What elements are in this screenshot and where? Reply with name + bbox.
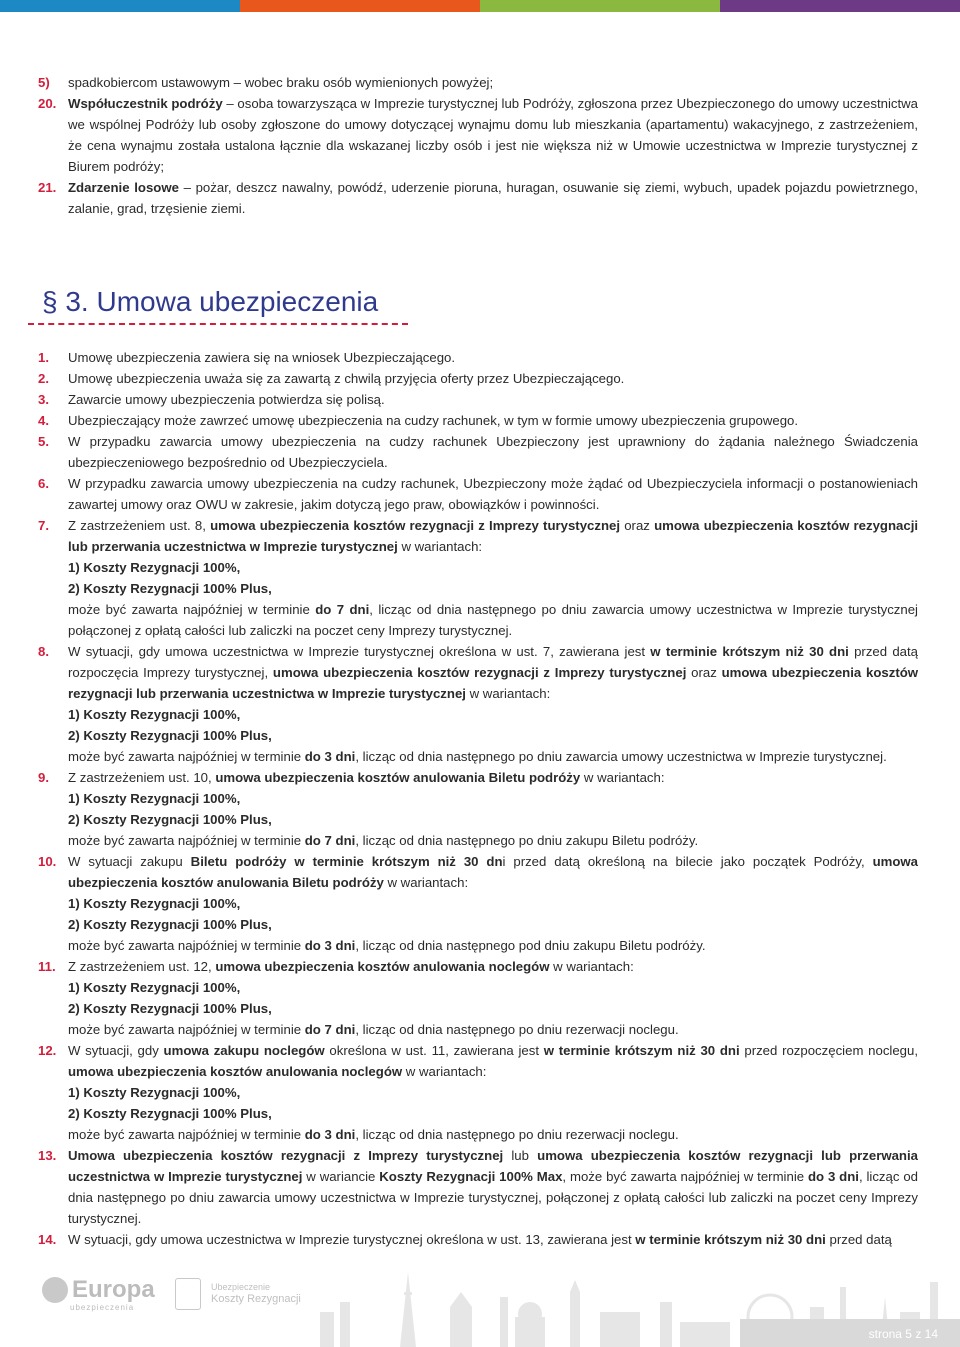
clause-text: przed datą rozpoczęcia Imprezy turystycznej, (68, 644, 919, 680)
definition-text: – osoba towarzysząca w Imprezie turystycznej lub Podróży, zgłoszona przez Ubezpieczonego do umowy uczestnictwa we wspólnej Podróży lub osoby zgłoszone do umowy dotyczącej wynajmu domu lub mieszkania (apartamentu) wakacyjnego, z zastrzeżeniem, że cena wynajmu została ustalona łącznie dla wskazanej liczby osób i jest nie większa niż w Umowie uczestnictwa w Imprezie turystycznej z Biurem podróży; (68, 96, 918, 174)
variant-1: 1) Koszty Rezygnacji 100%, (68, 896, 241, 911)
clause-text: może być zawarta najpóźniej w terminie (68, 833, 305, 848)
clause-text: lub (503, 1148, 538, 1163)
clause-text: przed rozpoczęciem noclegu, (739, 1043, 919, 1058)
clause-bold: w terminie krótszym niż 30 dni (635, 1232, 826, 1247)
clause-text: , licząc od dnia następnego po dniu zawarcia umowy uczestnictwa w Imprezie turystycznej. (355, 749, 887, 764)
definition-item-5 (38, 72, 918, 93)
clause-bold: umowa ubezpieczenia kosztów rezygnacji lub przerwania uczestnictwa w Imprezie turystycznej (68, 665, 919, 701)
dashed-divider (28, 323, 408, 325)
clause-bold: umowa ubezpieczenia kosztów rezygnacji lub przerwania uczestnictwa w Imprezie turystycznej (68, 518, 919, 554)
clause-4 (38, 410, 918, 431)
stripe-blue (0, 0, 240, 12)
clause-bold: umowa zakupu noclegów (163, 1043, 325, 1058)
clause-bold: Koszty Rezygnacji 100% Max (379, 1169, 563, 1184)
variant-1: 1) Koszty Rezygnacji 100%, (68, 560, 241, 575)
clause-bold: umowa ubezpieczenia kosztów rezygnacji z Imprezy turystycznej (210, 518, 621, 533)
clause-number: 4. (38, 413, 49, 428)
clause-2 (38, 368, 918, 389)
product-badge (175, 1278, 301, 1310)
clause-text: może być zawarta najpóźniej w terminie (68, 1022, 305, 1037)
clause-bold: w terminie krótszym niż 30 dni (650, 644, 849, 659)
clause-number: 8. (38, 644, 49, 659)
page-number: strona 5 z 14 (868, 1327, 938, 1341)
clause-text: może być zawarta najpóźniej w terminie (68, 1127, 305, 1142)
clause-bold: umowa ubezpieczenia kosztów rezygnacji lub przerwania uczestnictwa w Imprezie turystycznej (68, 1148, 918, 1184)
clause-text: W przypadku zawarcia umowy ubezpieczenia na cudzy rachunek, Ubezpieczony może żądać od Ubezpieczyciela informacji o postanowieniach zawartej umowy oraz OWU w zakresie, jakim dotyczą jego praw, obowiązków i powinności. (68, 476, 918, 512)
clause-bold: umowa ubezpieczenia kosztów anulowania Biletu podróży (68, 854, 918, 890)
variant-1: 1) Koszty Rezygnacji 100%, (68, 980, 241, 995)
variant-2: 2) Koszty Rezygnacji 100% Plus, (68, 728, 272, 743)
clause-text: W sytuacji, gdy umowa uczestnictwa w Imprezie turystycznej określona w ust. 7, zawierana jest (68, 644, 651, 659)
clause-9 (38, 767, 918, 851)
clause-text: Z zastrzeżeniem ust. 12, (68, 959, 216, 974)
deadline: do 3 dni (807, 1169, 859, 1184)
item-number: 5) (38, 75, 50, 90)
clause-14 (38, 1229, 918, 1250)
clause-text: , licząc od dnia następnego po dniu rezerwacji noclegu. (355, 1022, 679, 1037)
clause-bold: umowa ubezpieczenia kosztów anulowania Biletu podróży (215, 770, 581, 785)
clause-text: Umowę ubezpieczenia zawiera się na wniosek Ubezpieczającego. (68, 350, 456, 365)
clause-text: W sytuacji, gdy (68, 1043, 164, 1058)
globe-icon (42, 1277, 68, 1303)
definition-item-20 (38, 93, 918, 177)
clause-bold: umowa ubezpieczenia kosztów anulowania noclegów (215, 959, 550, 974)
clause-11 (38, 956, 918, 1040)
logo-subtitle: ubezpieczenia (70, 1303, 135, 1312)
variant-2: 2) Koszty Rezygnacji 100% Plus, (68, 1106, 272, 1121)
clause-number: 6. (38, 476, 49, 491)
logo-wordmark: Europa (72, 1276, 155, 1303)
clause-number: 10. (38, 854, 57, 869)
clause-number: 1. (38, 350, 49, 365)
badge-label: Ubezpieczenie (211, 1282, 271, 1292)
clause-number: 5. (38, 434, 49, 449)
clause-text: oraz (686, 665, 722, 680)
item-text: spadkobiercom ustawowym – wobec braku osób wymienionych powyżej; (68, 75, 494, 90)
clause-number: 3. (38, 392, 49, 407)
variant-1: 1) Koszty Rezygnacji 100%, (68, 707, 241, 722)
clause-text: W sytuacji, gdy umowa uczestnictwa w Imprezie turystycznej określona w ust. 13, zawierana jest (68, 1232, 636, 1247)
clause-text: , licząc od dnia następnego pod dniu zakupu Biletu podróży. (355, 938, 706, 953)
clause-bold: w terminie krótszym niż 30 dni (543, 1043, 740, 1058)
clause-text: Ubezpieczający może zawrzeć umowę ubezpieczenia na cudzy rachunek, w tym w formie umowy ubezpieczenia grupowego. (68, 413, 799, 428)
ticket-icon (175, 1278, 201, 1310)
clause-number: 7. (38, 518, 49, 533)
deadline: do 3 dni (304, 749, 356, 764)
clause-8 (38, 641, 918, 767)
clause-text: w wariancie (302, 1169, 380, 1184)
clause-bold: Biletu podróży w terminie krótszym niż 30 dn (190, 854, 503, 869)
deadline: do 7 dni (315, 602, 370, 617)
clause-text: może być zawarta najpóźniej w terminie (68, 749, 305, 764)
clause-text: , licząc od dnia następnego po dniu rezerwacji noclegu. (355, 1127, 679, 1142)
variant-1: 1) Koszty Rezygnacji 100%, (68, 791, 241, 806)
clause-6 (38, 473, 918, 515)
clause-number: 2. (38, 371, 49, 386)
clause-number: 12. (38, 1043, 57, 1058)
clause-text: W przypadku zawarcia umowy ubezpieczenia na cudzy rachunek Ubezpieczony jest uprawniony do żądania należnego Świadczenia ubezpieczeniowego bezpośrednio od Ubezpieczyciela. (68, 434, 918, 470)
defined-term: Współuczestnik podróży (68, 96, 223, 111)
clause-text: w wariantach: (465, 686, 551, 701)
clause-text: w wariantach: (580, 770, 665, 785)
clause-text: , może być zawarta najpóźniej w terminie (562, 1169, 808, 1184)
color-stripe (0, 0, 960, 12)
europa-logo (42, 1276, 155, 1312)
definition-text: – pożar, deszcz nawalny, powódź, uderzenie pioruna, huragan, osuwanie się ziemi, wybuch, upadek pojazdu powietrznego, zalanie, grad, trzęsienie ziemi. (68, 180, 918, 216)
clause-text: określona w ust. 11, zawierana jest (324, 1043, 544, 1058)
clause-bold: umowa ubezpieczenia kosztów rezygnacji z Imprezy turystycznej (272, 665, 687, 680)
deadline: do 7 dni (304, 833, 356, 848)
clause-number: 9. (38, 770, 49, 785)
variant-2: 2) Koszty Rezygnacji 100% Plus, (68, 581, 272, 596)
variant-2: 2) Koszty Rezygnacji 100% Plus, (68, 1001, 272, 1016)
clause-text: przed datą (825, 1232, 892, 1247)
clause-text: , licząc od dnia następnego po dniu zakupu Biletu podróży. (355, 833, 699, 848)
clause-number: 13. (38, 1148, 57, 1163)
section-heading (38, 283, 918, 333)
clause-text: i przed datą określoną na bilecie jako początek Podróży, (502, 854, 873, 869)
stripe-purple (720, 0, 960, 12)
deadline: do 3 dni (304, 1127, 356, 1142)
defined-term: Zdarzenie losowe (68, 180, 179, 195)
variant-2: 2) Koszty Rezygnacji 100% Plus, (68, 812, 272, 827)
badge-product: Koszty Rezygnacji (211, 1293, 301, 1305)
document-body (38, 72, 918, 1250)
clause-text: w wariantach: (383, 875, 469, 890)
clause-number: 11. (38, 959, 56, 974)
clause-text: W sytuacji zakupu (68, 854, 191, 869)
clause-3 (38, 389, 918, 410)
clause-text: może być zawarta najpóźniej w terminie (68, 602, 316, 617)
clause-5 (38, 431, 918, 473)
item-number: 21. (38, 180, 57, 195)
clause-7 (38, 515, 918, 641)
clause-text: Zawarcie umowy ubezpieczenia potwierdza się polisą. (68, 392, 385, 407)
clause-1 (38, 347, 918, 368)
clause-text: w wariantach: (402, 1064, 487, 1079)
clause-text: Z zastrzeżeniem ust. 8, (68, 518, 211, 533)
clause-text: , licząc od dnia następnego po dniu zawarcia umowy uczestnictwa w Imprezie turystycznej, połączonej z opłatą całości lub zaliczki na poczet ceny Imprezy turystycznej. (68, 1169, 918, 1226)
stripe-green (480, 0, 720, 12)
clause-text: w wariantach: (397, 539, 483, 554)
section-title: § 3. Umowa ubezpieczenia (42, 286, 379, 317)
clause-text: oraz (620, 518, 655, 533)
clause-text: , licząc od dnia następnego po dniu zawarcia umowy uczestnictwa w Imprezie turystycznej połączonej z opłatą całości lub zaliczki na poczet ceny Imprezy turystycznej. (68, 602, 918, 638)
clause-text: w wariantach: (549, 959, 634, 974)
stripe-orange (240, 0, 480, 12)
clause-12 (38, 1040, 918, 1145)
clause-text: może być zawarta najpóźniej w terminie (68, 938, 305, 953)
clause-text: Z zastrzeżeniem ust. 10, (68, 770, 216, 785)
clause-10 (38, 851, 918, 956)
page-footer (0, 1262, 960, 1347)
clause-bold: Umowa ubezpieczenia kosztów rezygnacji z Imprezy turystycznej (68, 1148, 504, 1163)
clause-13 (38, 1145, 918, 1229)
variant-2: 2) Koszty Rezygnacji 100% Plus, (68, 917, 272, 932)
clause-text: Umowę ubezpieczenia uważa się za zawartą z chwilą przyjęcia oferty przez Ubezpieczającego. (68, 371, 625, 386)
variant-1: 1) Koszty Rezygnacji 100%, (68, 1085, 241, 1100)
deadline: do 3 dni (304, 938, 356, 953)
item-number: 20. (38, 96, 57, 111)
clause-bold: umowa ubezpieczenia kosztów anulowania noclegów (68, 1064, 403, 1079)
definition-item-21 (38, 177, 918, 219)
deadline: do 7 dni (304, 1022, 356, 1037)
clause-number: 14. (38, 1232, 57, 1247)
